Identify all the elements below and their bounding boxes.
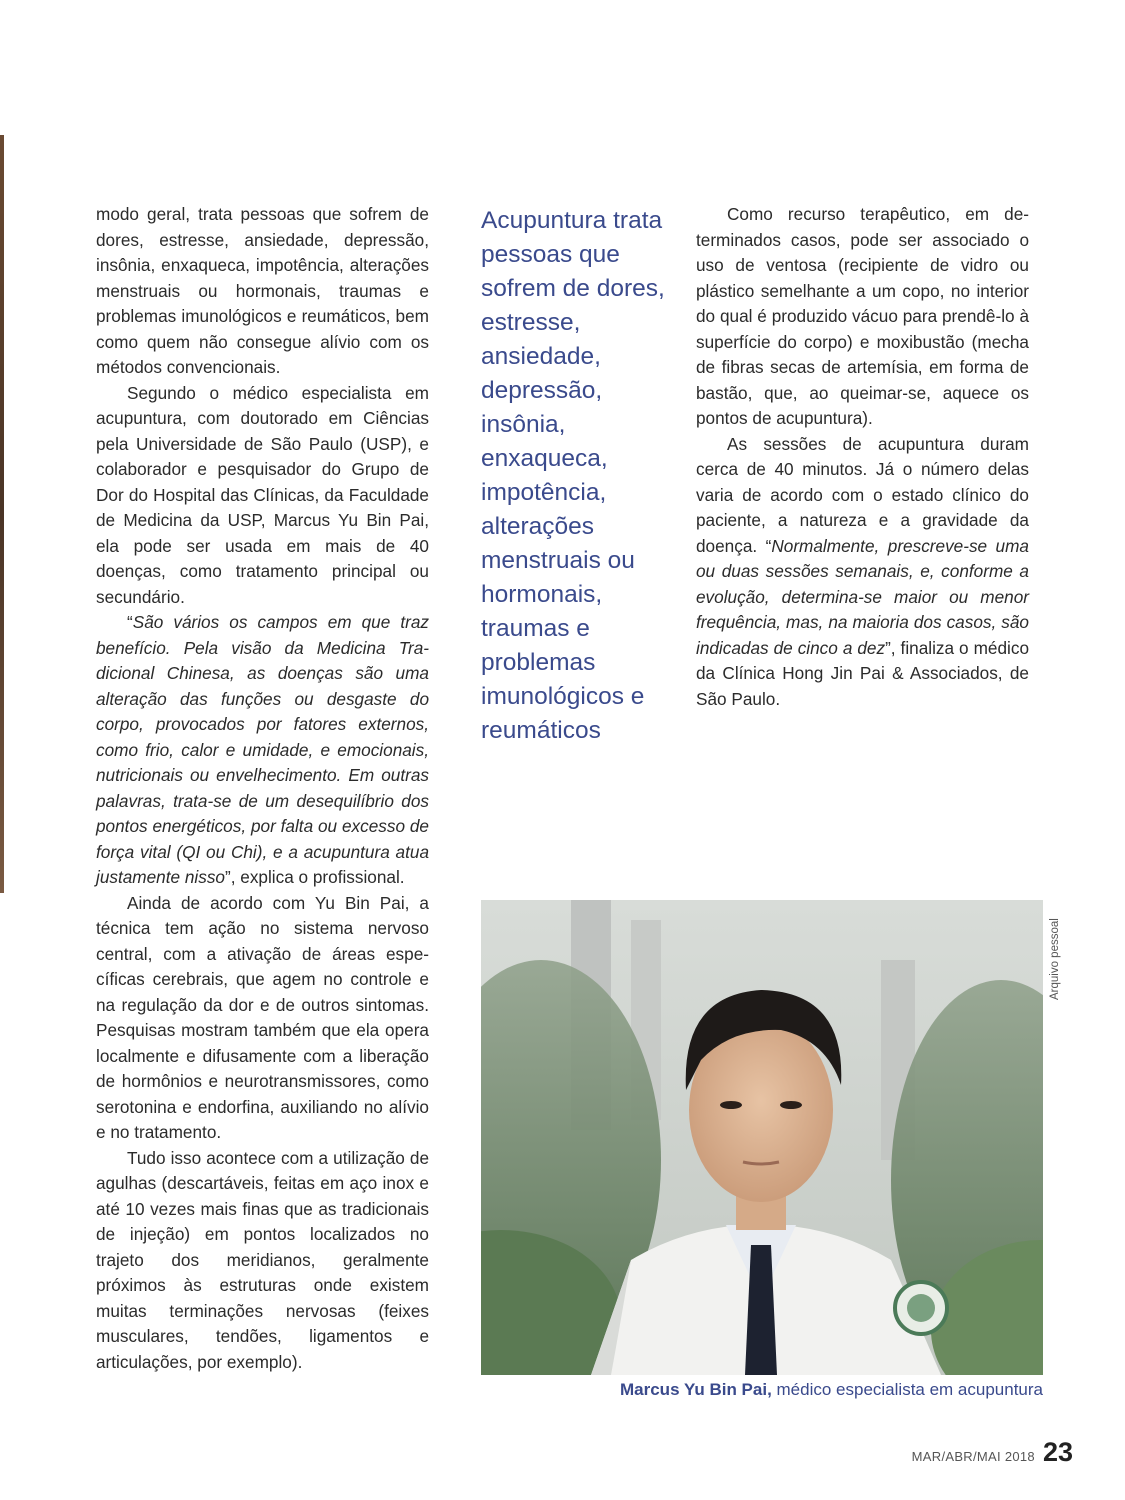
issue-date: MAR/ABR/MAI 2018	[911, 1449, 1035, 1464]
paragraph-intro: As sessões de acupuntura duram cerca de 40 minutos. Já o número delas varia de acordo com o estado clínico do paciente, a natureza e a gravidade da doença. “	[696, 433, 1029, 556]
page-edge-image-strip	[0, 135, 4, 893]
page-footer	[912, 1437, 1073, 1468]
pull-quote: Acupuntura trata pessoas que sofrem de dores, estresse, ansiedade, depressão, insônia, enxaqueca, impotência, alterações menstruais ou hormonais, traumas e problemas imunológicos e reumáticos	[481, 207, 665, 744]
article-column-left	[96, 202, 429, 1375]
quote-text: Normalmente, prescreve-se uma ou duas sessões semanais, e, conforme a evolução, determina-se maior ou menor frequência, mas, na maioria dos casos, são indicadas de cinco a dez	[696, 535, 1029, 658]
photo-caption	[481, 1380, 1043, 1400]
quote-text: São vários os campos em que traz benefício. Pela visão da Medicina Tradicional Chinesa, as doenças são uma alteração das funções ou desgaste do corpo, provocados por fatores externos, como frio, calor e umidade, e emocionais, nutricionais ou envelhecimento. Em outras palavras, trata-se de um desequilíbrio dos pontos energéticos, por falta ou excesso de força vital (QI ou Chi), e a acupuntura atua justamente nisso	[96, 612, 429, 887]
quote-tail: ”, finaliza o médico da Clínica Hong Jin Pai & Associados, de São Paulo.	[696, 637, 1029, 709]
paragraph: Segundo o médico especialista em acupuntura, com doutorado em Ciências pela Universidade de São Paulo (USP), e colaborador e pesquisador do Grupo de Dor do Hospital das Clínicas, da Faculdade de Medicina da USP, Marcus Yu Bin Pai, ela pode ser usada em mais de 40 doenças, como tratamento principal ou secundário.	[96, 382, 429, 607]
paragraph: modo geral, trata pessoas que sofrem de dores, estresse, ansiedade, depressão, insônia, enxaqueca, impotência, alterações menstruais ou hormonais, traumas e problemas imunológicos e reumáticos, bem como quem não consegue alívio com os métodos convencionais.	[96, 204, 429, 377]
page-number: 23	[1042, 1437, 1073, 1467]
caption-description: médico especialista em acupuntura	[771, 1380, 1043, 1399]
photo-credit: Arquivo pessoal	[1049, 918, 1061, 1000]
paragraph: Como recurso terapêutico, em determinados casos, pode ser associado o uso de ventosa (recipiente de vidro ou plástico semelhante a um copo, no interior do qual é produzido vácuo para prendê-lo à superfície do corpo) e moxibustão (mecha de fibras secas de artemísia, em forma de bastão, que, ao queimar-se, aquece os pontos de acupuntura).	[696, 204, 1029, 428]
quote-open-mark: “	[127, 612, 133, 632]
paragraph-quote	[96, 610, 429, 891]
paragraph: Tudo isso acontece com a utilização de agulhas (descartáveis, feitas em aço inox e até 10 vezes mais finas que as tradicionais de injeção) em pontos localizados no trajeto dos meridianos, geralmente próximos às estruturas onde existem muitas terminações nervosas (feixes musculares, tendões, ligamentos e articulações, por exemplo).	[96, 1147, 429, 1372]
portrait-illustration	[481, 900, 1043, 1375]
paragraph-quote	[696, 432, 1029, 713]
article-column-right	[696, 202, 1029, 712]
doctor-portrait-photo	[481, 900, 1043, 1375]
quote-tail: ”, explica o profissional.	[224, 867, 405, 887]
caption-name: Marcus Yu Bin Pai,	[620, 1380, 772, 1399]
paragraph: Ainda de acordo com Yu Bin Pai, a técnica tem ação no sistema nervoso central, com a ativação de áreas específicas cerebrais, que agem no controle e na regulação da dor e de outros sintomas. Pesquisas mostram também que ela opera localmente e difusamente com a liberação de hormônios e neurotransmissores, como serotonina e endorfina, auxiliando no alívio e no tratamento.	[96, 892, 429, 1142]
